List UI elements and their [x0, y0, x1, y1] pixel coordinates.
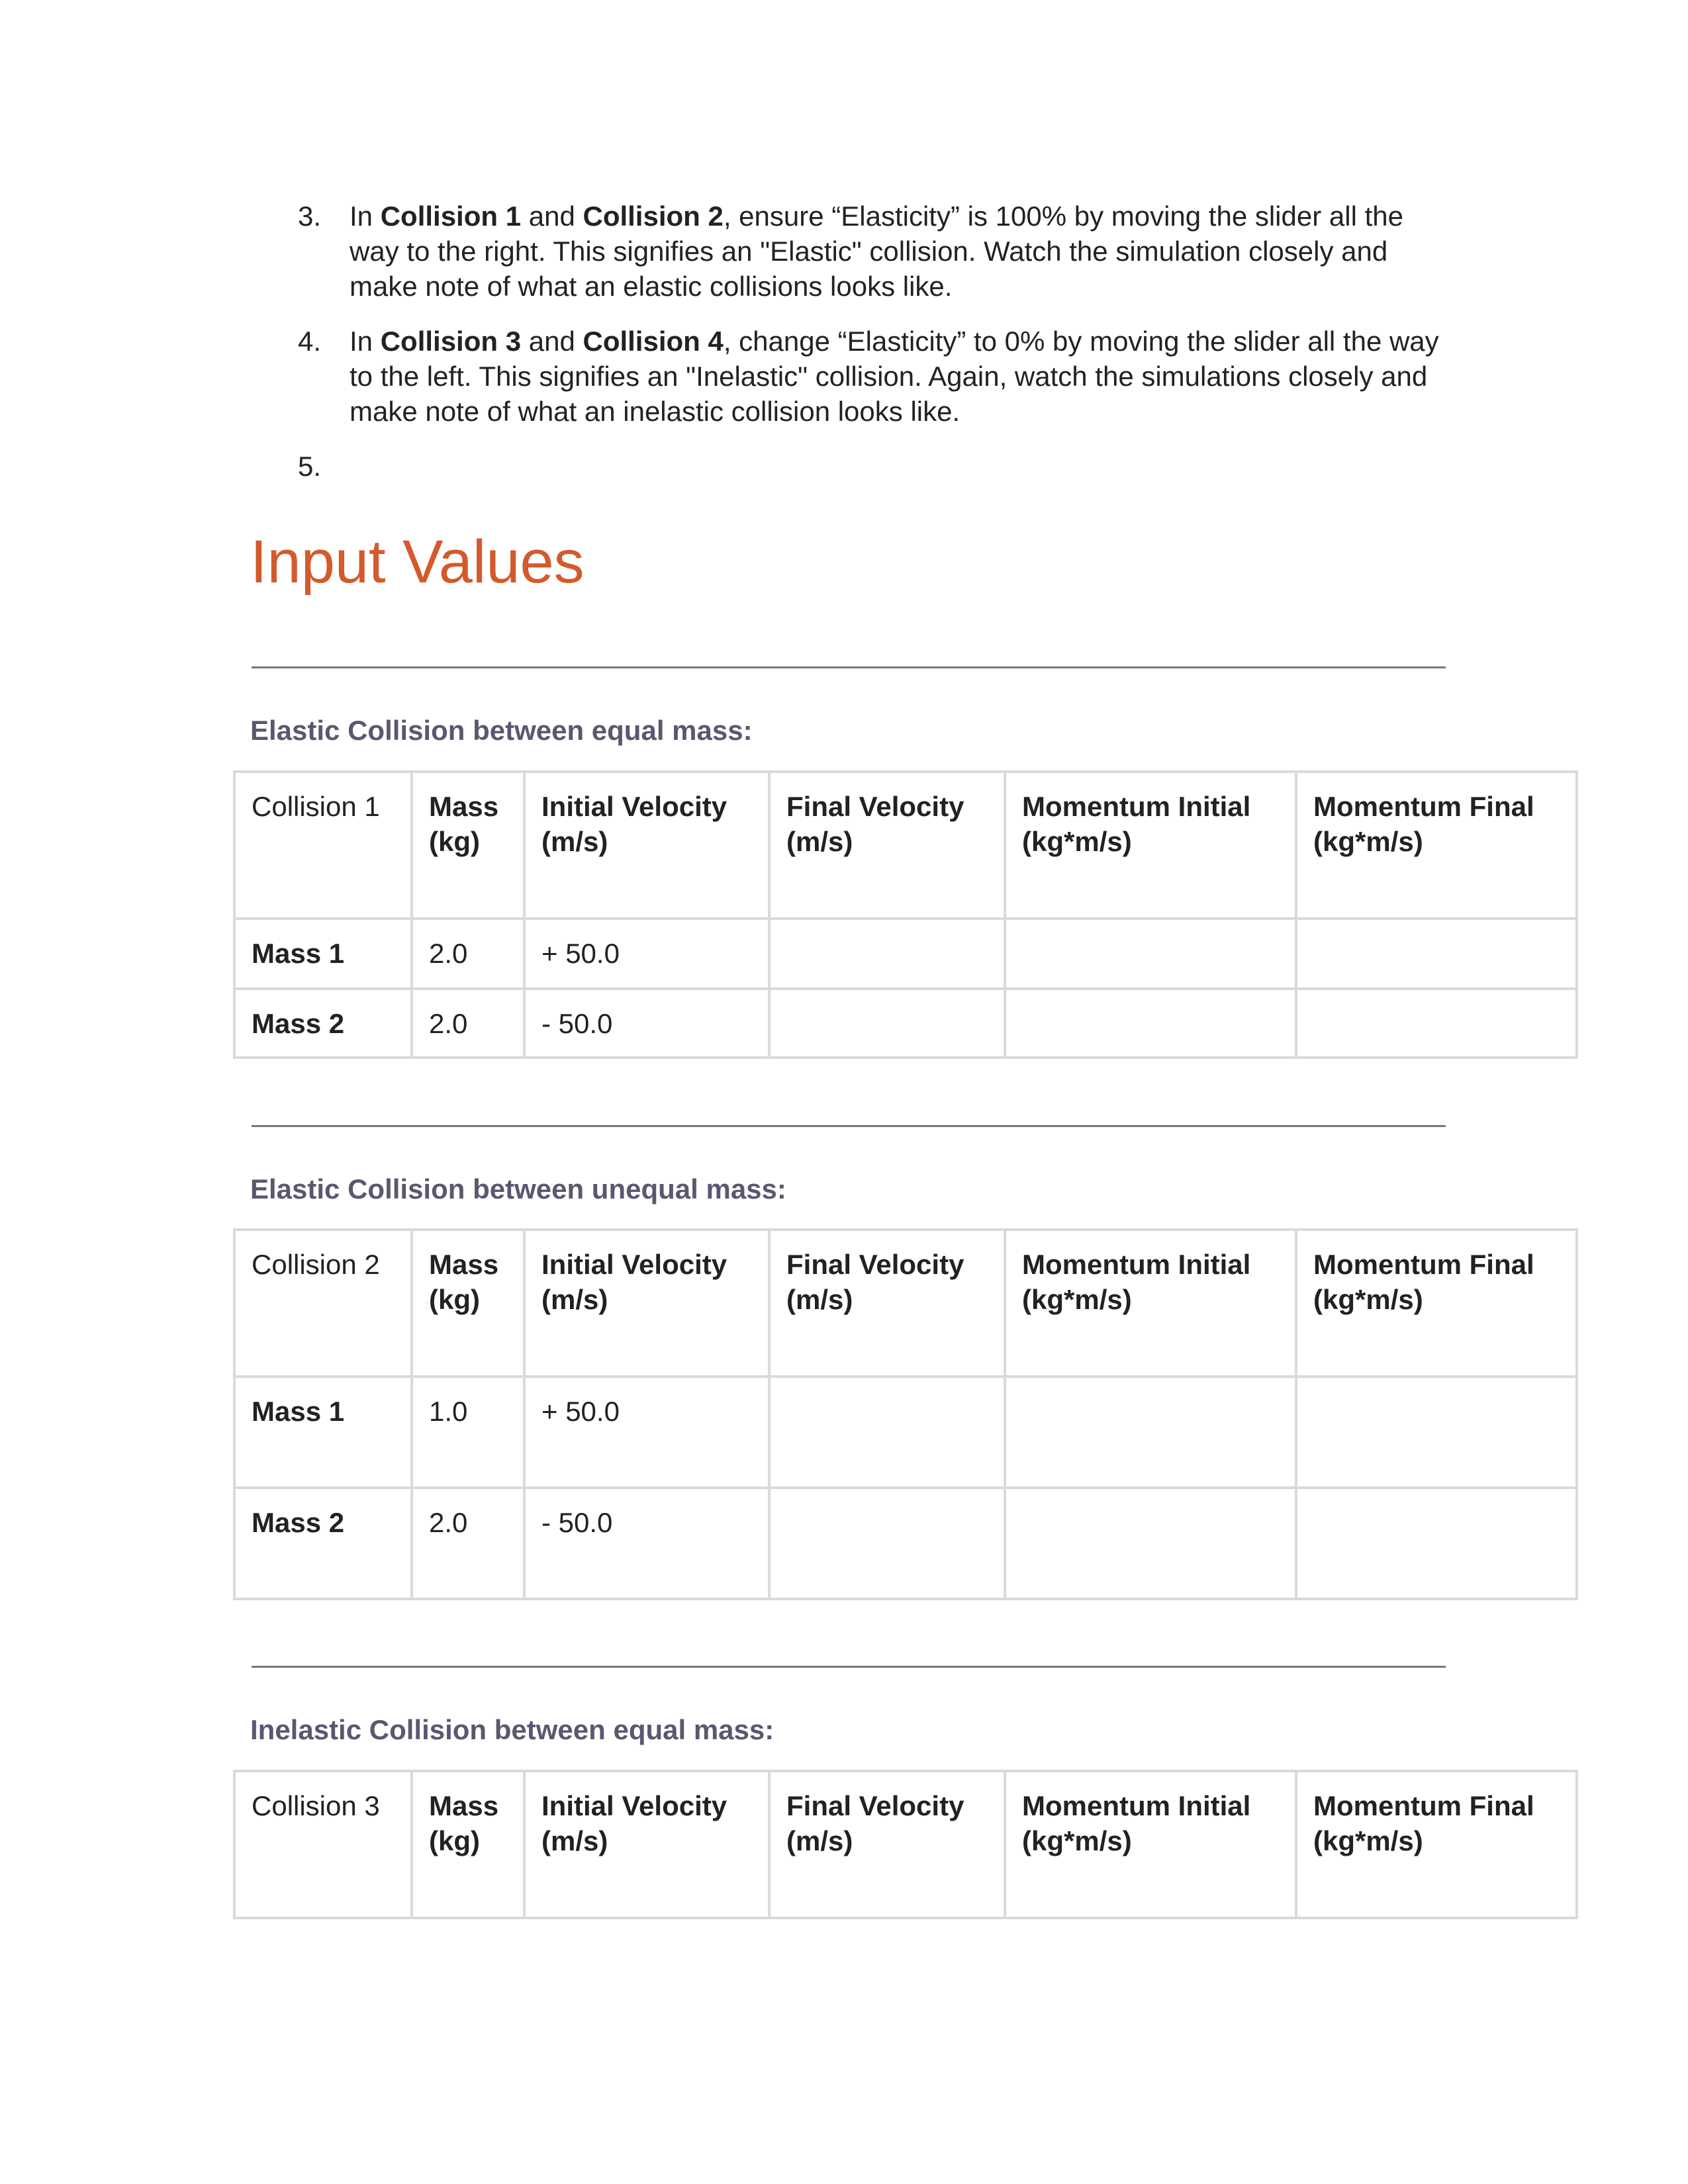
row-label: Mass 1	[234, 919, 412, 989]
momentum-initial-cell[interactable]	[1005, 989, 1296, 1058]
table-header-cell: Momentum Final (kg*m/s)	[1296, 1230, 1577, 1377]
table-row	[234, 989, 1577, 1058]
table-row	[234, 1377, 1577, 1488]
table-header-cell: Initial Velocity (m/s)	[524, 772, 769, 919]
table-header-cell: Collision 1	[234, 772, 412, 919]
initial-velocity-cell[interactable]: + 50.0	[524, 919, 769, 989]
table-header-cell: Final Velocity (m/s)	[769, 772, 1005, 919]
row-label: Mass 1	[234, 1377, 412, 1488]
instruction-text-join: and	[521, 326, 583, 357]
momentum-final-cell[interactable]	[1296, 919, 1577, 989]
mass-value-cell[interactable]: 2.0	[412, 1488, 524, 1599]
table-header-row	[234, 1771, 1577, 1918]
momentum-initial-cell[interactable]	[1005, 919, 1296, 989]
table-header-cell: Momentum Initial (kg*m/s)	[1005, 1230, 1296, 1377]
table-header-cell: Collision 2	[234, 1230, 412, 1377]
table-header-cell: Mass (kg)	[412, 1771, 524, 1918]
momentum-final-cell[interactable]	[1296, 1488, 1577, 1599]
table-header-cell: Collision 3	[234, 1771, 412, 1918]
data-table	[233, 1770, 1578, 1919]
table-header-cell: Momentum Final (kg*m/s)	[1296, 1771, 1577, 1918]
instruction-text-rest: , ensure “Elasticity” is 100% by moving the slider all the way to the right. This signifies an "Elastic" collision. Watch the simulation closely and make note of what an elastic collisions looks like.	[350, 201, 1403, 302]
final-velocity-cell[interactable]	[769, 989, 1005, 1058]
table-header-cell: Initial Velocity (m/s)	[524, 1230, 769, 1377]
table-header-cell: Momentum Final (kg*m/s)	[1296, 772, 1577, 919]
row-label: Mass 2	[234, 1488, 412, 1599]
initial-velocity-cell[interactable]: - 50.0	[524, 1488, 769, 1599]
table-row	[234, 919, 1577, 989]
section-subheading: Elastic Collision between unequal mass:	[250, 1173, 786, 1205]
horizontal-rule	[252, 666, 1446, 668]
table-header-cell: Final Velocity (m/s)	[769, 1230, 1005, 1377]
momentum-initial-cell[interactable]	[1005, 1377, 1296, 1488]
instruction-keyword: Collision 4	[583, 326, 724, 357]
section-subheading: Elastic Collision between equal mass:	[250, 715, 753, 746]
horizontal-rule	[252, 1125, 1446, 1127]
mass-value-cell[interactable]: 1.0	[412, 1377, 524, 1488]
data-table	[233, 1228, 1578, 1600]
instruction-text-join: and	[521, 201, 583, 232]
horizontal-rule	[252, 1666, 1446, 1668]
data-table	[233, 770, 1578, 1059]
instruction-text-start: In	[350, 326, 381, 357]
final-velocity-cell[interactable]	[769, 1377, 1005, 1488]
table-header-cell: Initial Velocity (m/s)	[524, 1771, 769, 1918]
mass-value-cell[interactable]: 2.0	[412, 919, 524, 989]
instruction-text-start: In	[350, 201, 381, 232]
instruction-number: 5.	[298, 451, 322, 482]
momentum-final-cell[interactable]	[1296, 1377, 1577, 1488]
initial-velocity-cell[interactable]: - 50.0	[524, 989, 769, 1058]
table-header-cell: Momentum Initial (kg*m/s)	[1005, 772, 1296, 919]
table-header-cell: Mass (kg)	[412, 1230, 524, 1377]
instruction-text-rest: , change “Elasticity” to 0% by moving the slider all the way to the left. This signifies an "Inelastic" collision. Again, watch the simulations closely and make note of what an inelastic collision looks like.	[350, 326, 1439, 427]
final-velocity-cell[interactable]	[769, 1488, 1005, 1599]
instruction-list	[278, 199, 1443, 504]
table-row	[234, 1488, 1577, 1599]
table-header-cell: Mass (kg)	[412, 772, 524, 919]
mass-value-cell[interactable]: 2.0	[412, 989, 524, 1058]
instruction-keyword: Collision 1	[380, 201, 522, 232]
table-header-row	[234, 772, 1577, 919]
section-subheading: Inelastic Collision between equal mass:	[250, 1714, 774, 1745]
instruction-item	[278, 449, 1443, 484]
instruction-keyword: Collision 2	[583, 201, 724, 232]
instruction-item	[278, 199, 1443, 304]
momentum-final-cell[interactable]	[1296, 989, 1577, 1058]
table-header-row	[234, 1230, 1577, 1377]
initial-velocity-cell[interactable]: + 50.0	[524, 1377, 769, 1488]
table-header-cell: Momentum Initial (kg*m/s)	[1005, 1771, 1296, 1918]
section-heading: Input Values	[250, 528, 585, 596]
instruction-number: 4.	[298, 326, 322, 357]
instruction-keyword: Collision 3	[380, 326, 522, 357]
row-label: Mass 2	[234, 989, 412, 1058]
momentum-initial-cell[interactable]	[1005, 1488, 1296, 1599]
instruction-item	[278, 324, 1443, 429]
instruction-number: 3.	[298, 201, 322, 232]
table-header-cell: Final Velocity (m/s)	[769, 1771, 1005, 1918]
final-velocity-cell[interactable]	[769, 919, 1005, 989]
